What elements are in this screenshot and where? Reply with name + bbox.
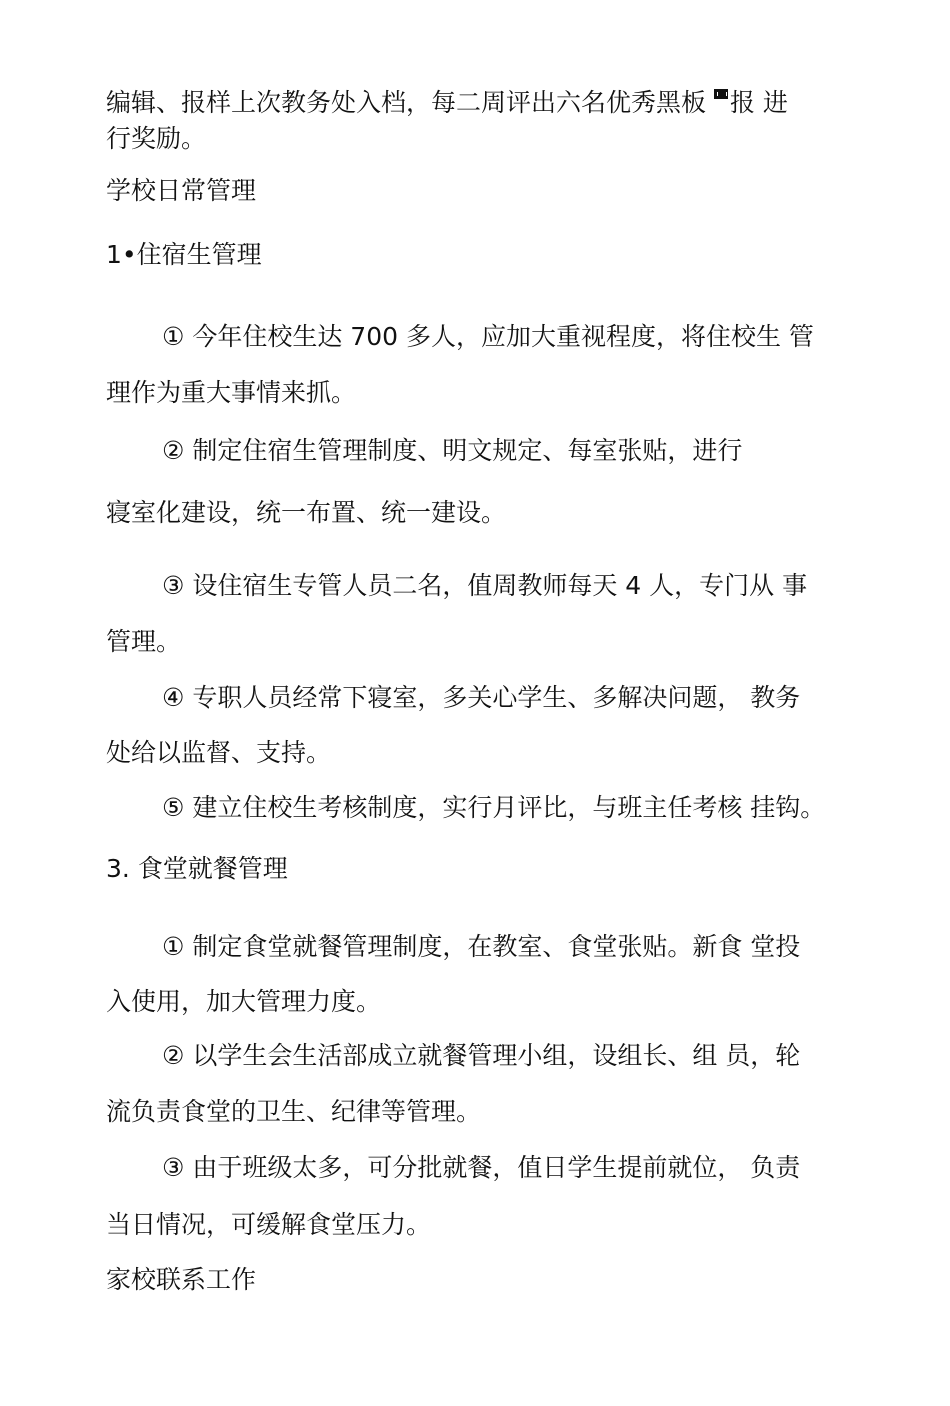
list-item-line: 理作为重大事情来抓。 [106,378,357,407]
list-item-line: ② 制定住宿生管理制度、明文规定、每室张贴，进行 [162,436,743,465]
list-item-line: 处给以监督、支持。 [106,738,332,767]
list-item-line: ③ 设住宿生专管人员二名，值周教师每天 4 人，专门从 事 [162,571,808,600]
list-item-line: 流负责食堂的卫生、纪律等管理。 [106,1097,482,1126]
list-item-line: ④ 专职人员经常下寝室，多关心学生、多解决问题， 教务 [162,683,801,712]
paragraph-line: 行奖励。 [106,124,207,153]
subsection-heading: 1•住宿生管理 [106,240,262,269]
list-item-line: 当日情况，可缓解食堂压力。 [106,1210,432,1239]
list-item-line: ③ 由于班级太多，可分批就餐，值日学生提前就位， 负责 [162,1153,801,1182]
list-item-line: ⑤ 建立住校生考核制度，实行月评比，与班主任考核 挂钩。 [162,793,826,822]
list-item-line: ② 以学生会生活部成立就餐管理小组，设组长、组 员，轮 [162,1041,801,1070]
missing-glyph-icon [714,89,728,99]
section-heading: 学校日常管理 [106,176,257,205]
list-item-line: 寝室化建设，统一布置、统一建设。 [106,498,507,527]
text-segment: 编辑、报样上次教务处入档，每二周评出六名优秀黑板 [106,88,714,117]
paragraph-line [106,88,788,118]
list-item-line: 入使用，加大管理力度。 [106,987,382,1016]
text-segment: 报 进 [729,88,788,117]
section-heading: 家校联系工作 [106,1265,257,1294]
list-item-line: 管理。 [106,627,182,656]
list-item-line: ① 制定食堂就餐管理制度，在教室、食堂张贴。新食 堂投 [162,932,801,961]
list-item-line: ① 今年住校生达 700 多人，应加大重视程度，将住校生 管 [162,322,814,351]
subsection-heading: 3. 食堂就餐管理 [106,854,288,883]
